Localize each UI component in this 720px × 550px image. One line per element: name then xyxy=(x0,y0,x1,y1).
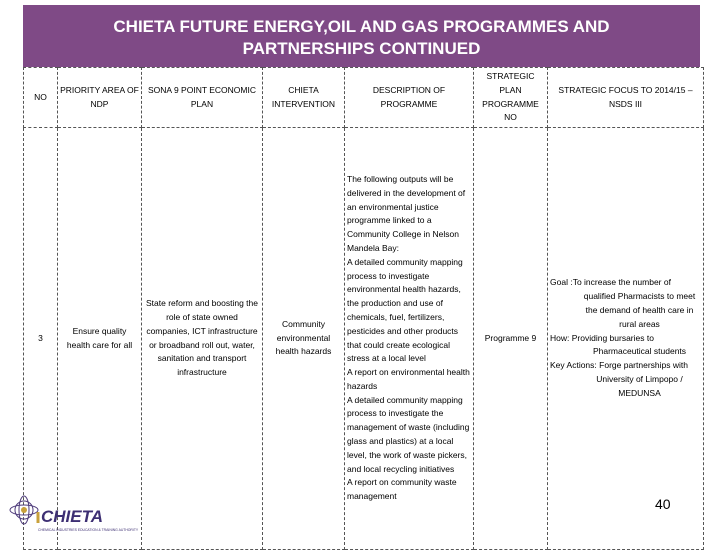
cell-strategic-focus xyxy=(548,128,704,550)
key-actions-label: Key Actions: xyxy=(550,360,597,371)
description-item: A detailed community mapping process to investigate the management of waste (including glass and plastics) at a local level, the work of waste pickers, and local recycling initiatives xyxy=(347,394,470,474)
description-item: A detailed community mapping process to investigate environmental health hazards, the production and use of chemicals, fuel, fertilizers, pesticides and other products that could create ecological stress at a local level xyxy=(347,256,463,364)
cell-sona: State reform and boosting the role of state owned companies, ICT infrastructure or broadband roll out, water, sanitation and transport infrastructure xyxy=(142,128,263,550)
header-no: NO xyxy=(24,68,58,128)
goal-text: To increase the number of xyxy=(572,277,671,288)
how-text: Providing bursaries to xyxy=(571,332,654,343)
title-line-2: PARTNERSHIPS CONTINUED xyxy=(242,39,481,58)
cell-no: 3 xyxy=(24,128,58,550)
cell-description xyxy=(345,128,474,550)
goal-label: Goal : xyxy=(550,277,573,288)
focus-how-detail: Pharmaceutical students xyxy=(592,346,687,357)
header-strategic-focus: STRATEGIC FOCUS TO 2014/15 – NSDS III xyxy=(548,68,704,128)
cell-intervention: Community environmental health hazards xyxy=(263,128,345,550)
table-header-row xyxy=(24,68,704,128)
focus-how xyxy=(550,332,701,346)
focus-goal xyxy=(550,276,701,290)
title-line-1: CHIETA FUTURE ENERGY,OIL AND GAS PROGRAMMES AND xyxy=(113,17,610,36)
focus-key-actions-detail: University of Limpopo / MEDUNSA xyxy=(596,373,683,398)
slide-title xyxy=(23,16,700,60)
description-item: A report on community waste management xyxy=(347,477,457,502)
logo-tagline: CHEMICAL INDUSTRIES EDUCATION & TRAINING AUTHORITY xyxy=(38,528,139,532)
table-row xyxy=(24,128,704,550)
how-label: How: xyxy=(550,332,570,343)
header-strategic-plan-no: STRATEGIC PLAN PROGRAMME NO xyxy=(474,68,548,128)
chieta-logo xyxy=(8,492,148,536)
focus-key-actions xyxy=(550,359,701,373)
header-description: DESCRIPTION OF PROGRAMME xyxy=(345,68,474,128)
description-intro: The following outputs will be delivered in the development of an environmental justice programme linked to a Community College in Nelson Mandela Bay: xyxy=(347,173,466,253)
key-actions-text: Forge partnerships with xyxy=(599,360,688,371)
cell-programme: Programme 9 xyxy=(474,128,548,550)
programmes-table xyxy=(23,67,704,550)
page-number: 40 xyxy=(655,496,671,512)
header-chieta-intervention: CHIETA INTERVENTION xyxy=(263,68,345,128)
description-item: A report on environmental health hazards xyxy=(347,367,470,391)
focus-goal-detail: qualified Pharmacists to meet the demand of health care in rural areas xyxy=(583,291,696,329)
header-priority-area: PRIORITY AREA OF NDP xyxy=(58,68,142,128)
header-sona: SONA 9 POINT ECONOMIC PLAN xyxy=(142,68,263,128)
logo-wordmark: CHIETA xyxy=(41,507,104,526)
cell-priority-area: Ensure quality health care for all xyxy=(58,128,142,550)
